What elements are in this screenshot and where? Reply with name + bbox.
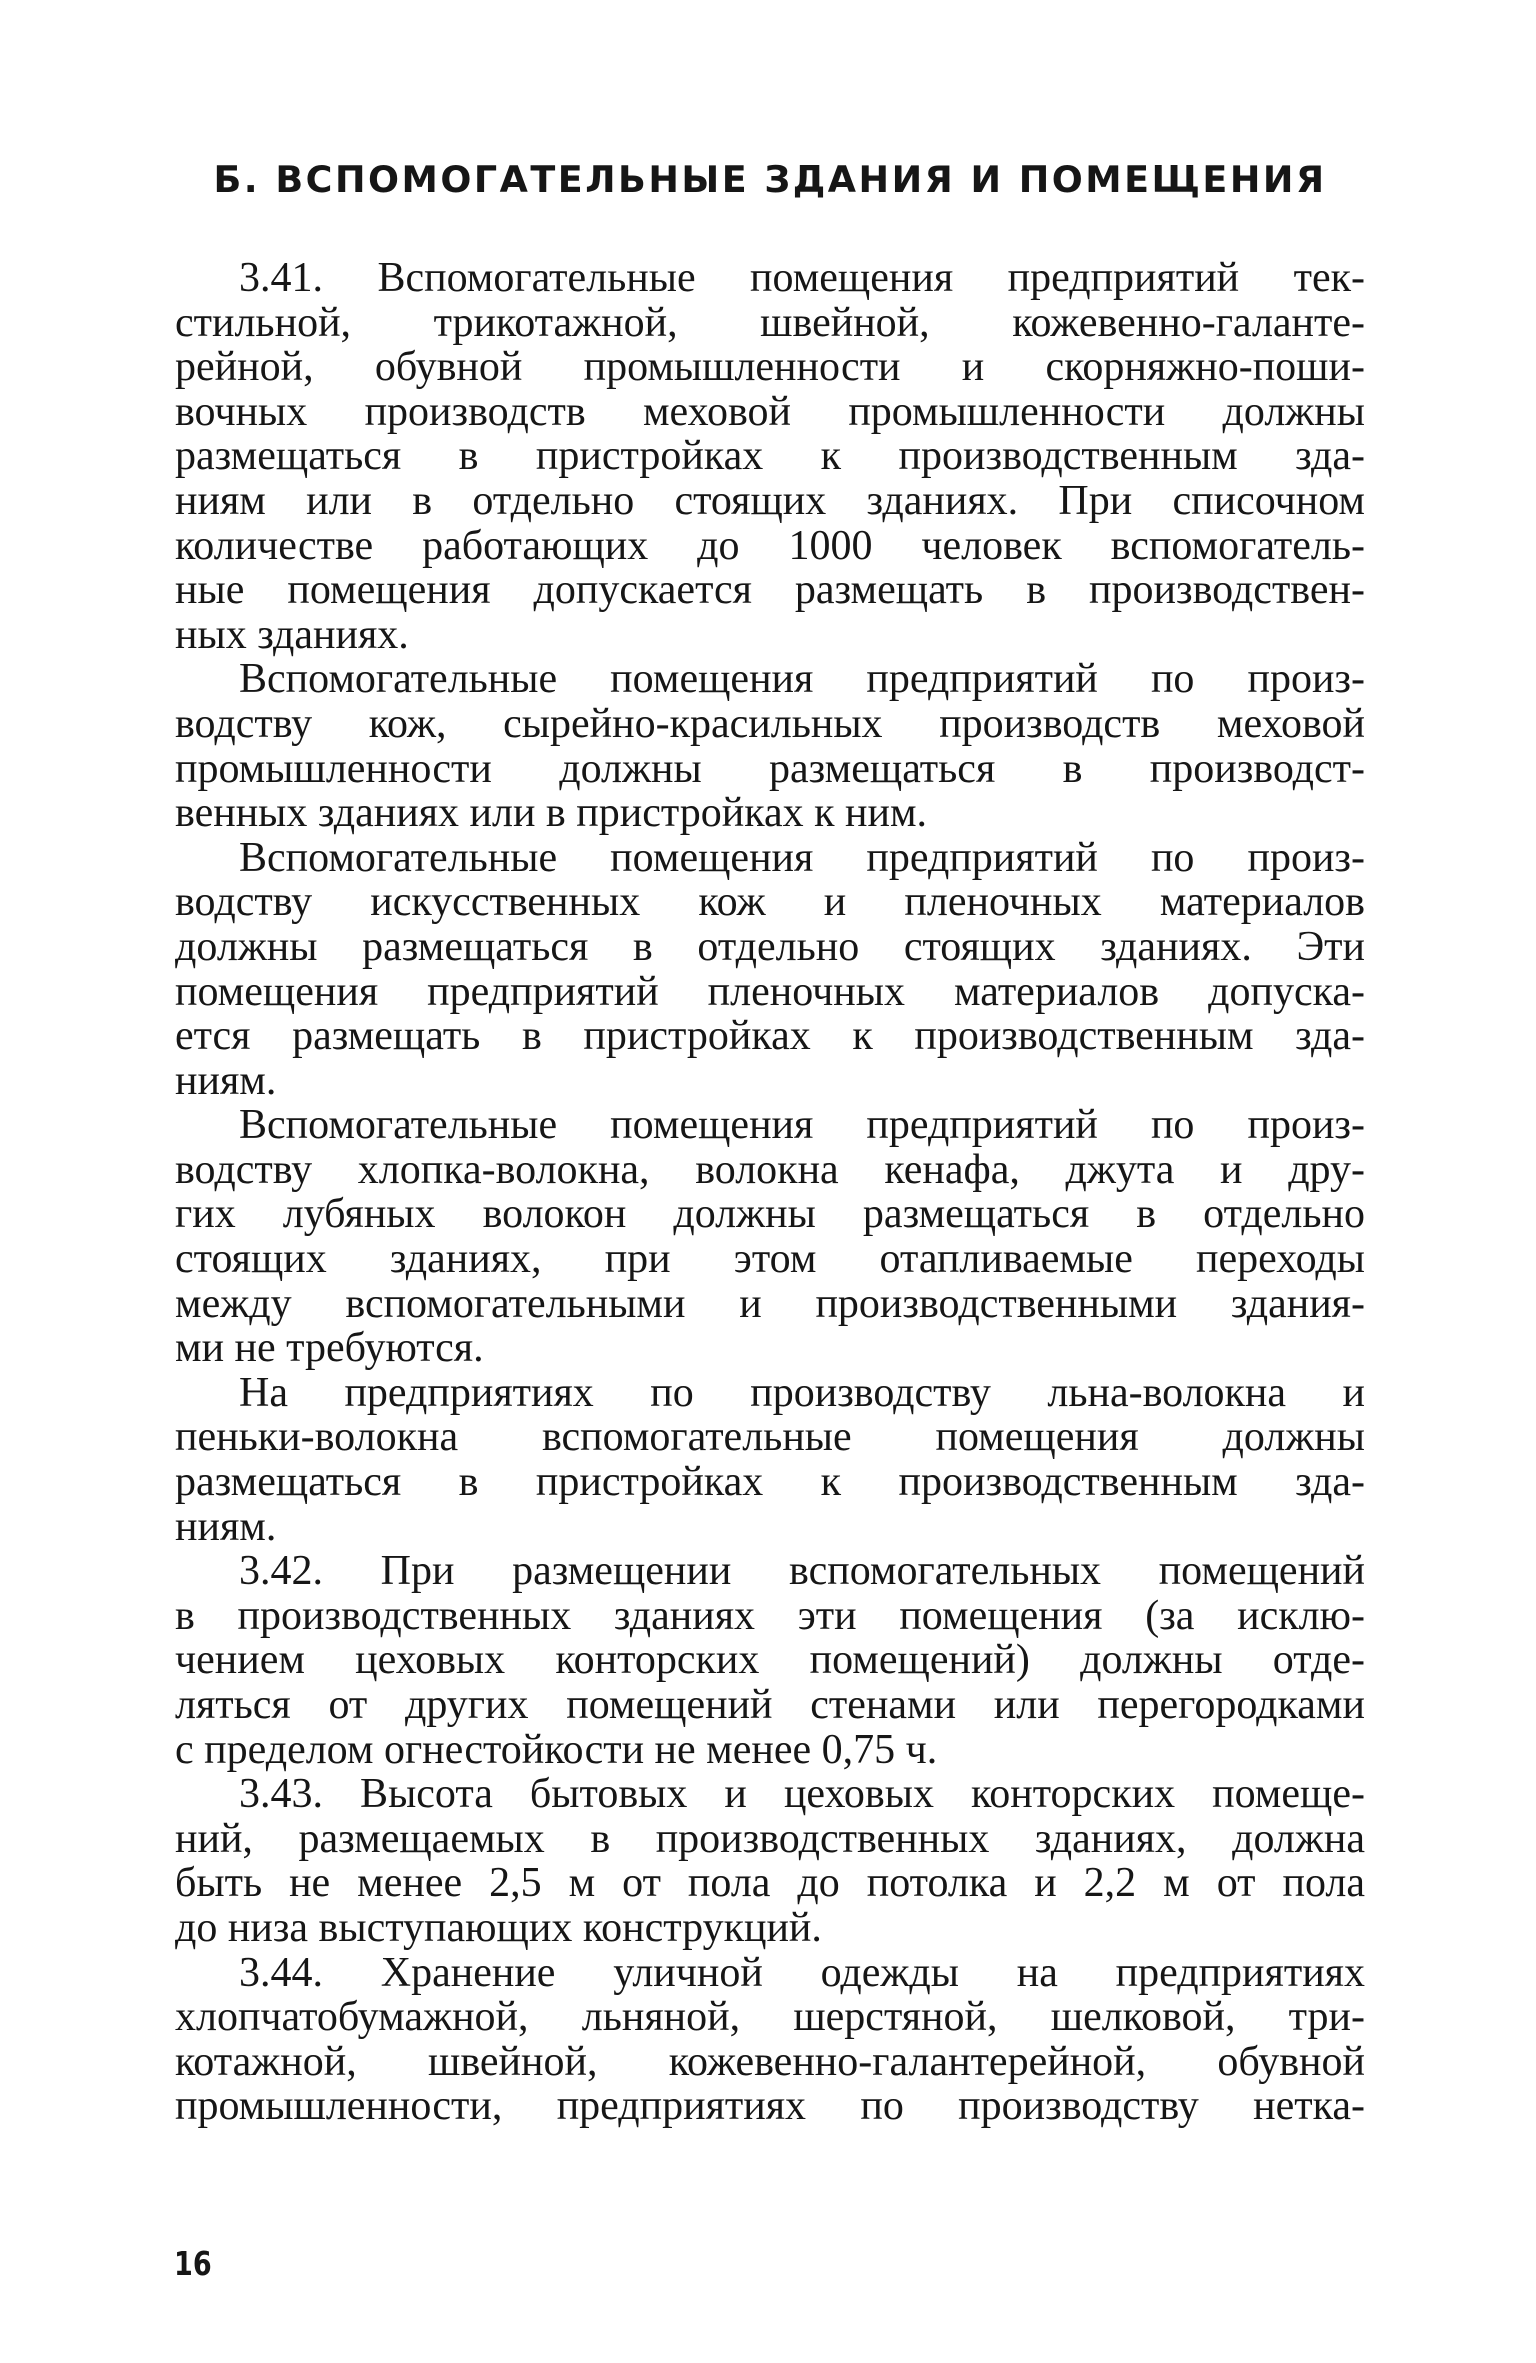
text-line: водству искусственных кож и пленочных материалов (175, 879, 1365, 926)
text-line: 3.43. Высота бытовых и цеховых конторских помеще- (239, 1771, 1365, 1818)
text-line: размещаться в пристройках к производственным зда- (175, 433, 1365, 480)
text-line: стоящих зданиях, при этом отапливаемые переходы (175, 1236, 1365, 1283)
text-line: ми не требуются. (175, 1325, 484, 1372)
text-line: ниям. (175, 1057, 277, 1104)
text-line: На предприятиях по производству льна-волокна и (239, 1369, 1365, 1416)
section-heading: Б. ВСПОМОГАТЕЛЬНЫЕ ЗДАНИЯ И ПОМЕЩЕНИЯ (213, 158, 1327, 201)
text-line: стильной, трикотажной, швейной, кожевенно-галанте- (175, 299, 1365, 346)
text-line: промышленности должны размещаться в производст- (175, 745, 1365, 792)
text-line: котажной, швейной, кожевенно-галантерейной, обувной (175, 2038, 1365, 2085)
text-line: хлопчатобумажной, льняной, шерстяной, шелковой, три- (175, 1994, 1365, 2041)
text-line: водству кож, сырейно-красильных производств меховой (175, 700, 1365, 747)
paragraph-3-43 (175, 1772, 1365, 1950)
paragraph-flax-fiber (175, 1371, 1365, 1549)
text-line: ниям. (175, 1503, 277, 1550)
text-line: размещаться в пристройках к производственным зда- (175, 1459, 1365, 1506)
text-line: гих лубяных волокон должны размещаться в отдельно (175, 1191, 1365, 1238)
text-line: с пределом огнестойкости не менее 0,75 ч. (175, 1726, 938, 1773)
paragraph-artificial-leather (175, 836, 1365, 1104)
text-line: должны размещаться в отдельно стоящих зданиях. Эти (175, 923, 1365, 970)
text-line: ных зданиях. (175, 611, 409, 658)
text-line: помещения предприятий пленочных материалов допуска- (175, 968, 1365, 1015)
text-line: количестве работающих до 1000 человек вспомогатель- (175, 522, 1365, 569)
text-line: чением цеховых конторских помещений) должны отде- (175, 1637, 1365, 1684)
text-line: рейной, обувной промышленности и скорняжно-поши- (175, 344, 1365, 391)
paragraph-3-41 (175, 256, 1365, 657)
body-text (175, 256, 1365, 2129)
text-line: 3.42. При размещении вспомогательных помещений (239, 1548, 1365, 1595)
text-line: в производственных зданиях эти помещения (за исклю- (175, 1592, 1365, 1639)
text-line: 3.44. Хранение уличной одежды на предприятиях (239, 1949, 1365, 1996)
text-line: ется размещать в пристройках к производственным зда- (175, 1013, 1365, 1060)
text-line: ляться от других помещений стенами или перегородками (175, 1682, 1365, 1728)
text-line: водству хлопка-волокна, волокна кенафа, джута и дру- (175, 1146, 1365, 1193)
text-line: ний, размещаемых в производственных зданиях, должна (175, 1815, 1365, 1862)
text-line: Вспомогательные помещения предприятий по произ- (239, 1102, 1365, 1149)
page-number: 16 (174, 2244, 212, 2283)
text-line: промышленности, предприятиях по производству нетка- (175, 2083, 1365, 2130)
text-line: 3.41. Вспомогательные помещения предприятий тек- (239, 255, 1365, 301)
text-line: между вспомогательными и производственными здания- (175, 1280, 1365, 1327)
paragraph-leather (175, 657, 1365, 835)
paragraph-cotton-fiber (175, 1103, 1365, 1371)
text-line: ниям или в отдельно стоящих зданиях. При списочном (175, 477, 1365, 524)
text-line: пеньки-волокна вспомогательные помещения должны (175, 1414, 1365, 1461)
text-line: Вспомогательные помещения предприятий по произ- (239, 656, 1365, 703)
text-line: Вспомогательные помещения предприятий по произ- (239, 834, 1365, 881)
text-line: ные помещения допускается размещать в производствен- (175, 567, 1365, 614)
text-line: венных зданиях или в пристройках к ним. (175, 790, 928, 837)
paragraph-3-42 (175, 1549, 1365, 1772)
text-line: быть не менее 2,5 м от пола до потолка и 2,2 м от пола (175, 1860, 1365, 1907)
text-line: вочных производств меховой промышленности должны (175, 388, 1365, 435)
text-line: до низа выступающих конструкций. (175, 1904, 822, 1951)
paragraph-3-44 (175, 1951, 1365, 2129)
